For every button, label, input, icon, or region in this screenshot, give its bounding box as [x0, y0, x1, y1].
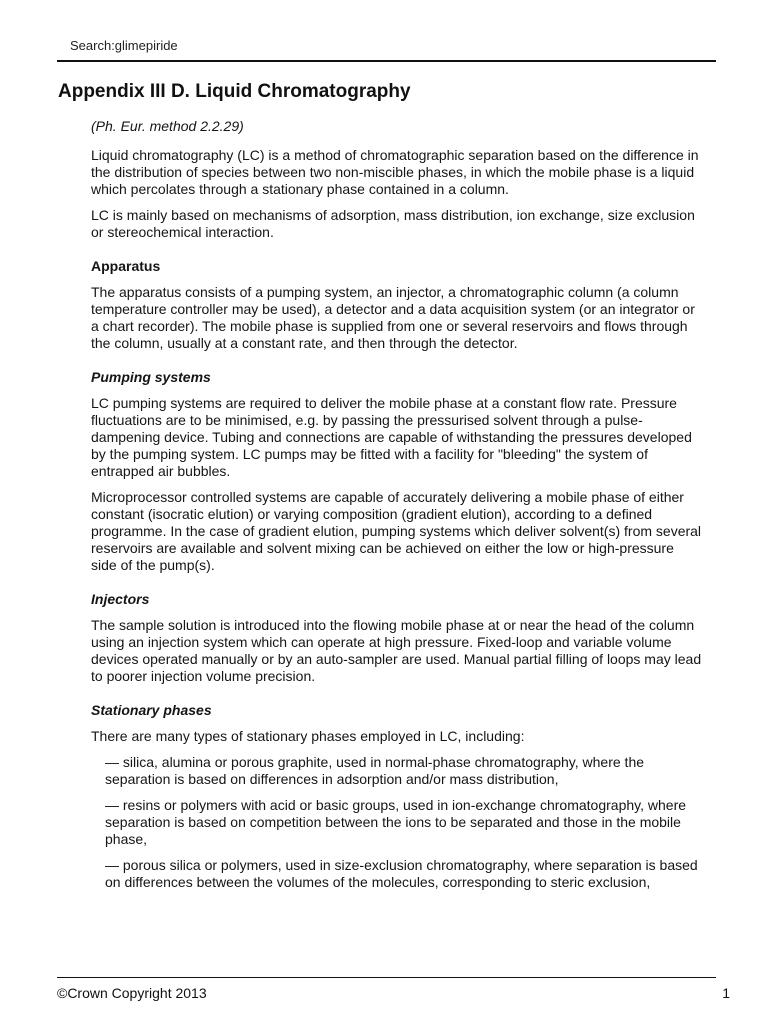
header-divider [57, 60, 716, 62]
document-body [91, 118, 703, 900]
stationary-phases-heading: Stationary phases [91, 702, 212, 718]
stationary-intro: There are many types of stationary phases employed in LC, including: [91, 728, 525, 744]
search-query-label: Search:glimepiride [70, 38, 178, 53]
pumping-paragraph-2: Microprocessor controlled systems are capable of accurately delivering a mobile phase of either constant (isocratic elution) or varying composition (gradient elution), according to a defined programme. In the case of gradient elution, pumping systems which deliver solvent(s) from several reservoirs are available and solvent mixing can be achieved on either the low or high-pressure side of the pump(s). [91, 489, 702, 573]
apparatus-heading: Apparatus [91, 258, 161, 274]
injectors-heading: Injectors [91, 591, 150, 607]
method-reference: (Ph. Eur. method 2.2.29) [91, 118, 244, 134]
page-number: 1 [722, 985, 730, 1001]
list-item: — silica, alumina or porous graphite, used in normal-phase chromatography, where the separation is based on differences in adsorption and/or mass distribution, [105, 754, 645, 787]
document-title: Appendix III D. Liquid Chromatography [58, 81, 411, 102]
copyright-notice: ©Crown Copyright 2013 [57, 985, 207, 1001]
pumping-systems-heading: Pumping systems [91, 369, 211, 385]
intro-paragraph-2: LC is mainly based on mechanisms of adsorption, mass distribution, ion exchange, size exclusion or stereochemical interaction. [91, 207, 695, 240]
injectors-paragraph: The sample solution is introduced into the flowing mobile phase at or near the head of the column using an injection system which can operate at high pressure. Fixed-loop and variable volume devices operated manually or by an auto-sampler are used. Manual partial filling of loops may lead to poorer injection volume precision. [91, 617, 702, 684]
list-item: — resins or polymers with acid or basic groups, used in ion-exchange chromatography, where separation is based on competition between the ions to be separated and those in the mobile phase, [105, 797, 687, 847]
pumping-paragraph-1: LC pumping systems are required to deliver the mobile phase at a constant flow rate. Pressure fluctuations are to be minimised, e.g. by passing the pressurised solvent through a pulse-dampening device. Tubing and connections are capable of withstanding the pressures developed by the pumping system. LC pumps may be fitted with a facility for "bleeding" the system of entrapped air bubbles. [91, 395, 692, 479]
intro-paragraph-1: Liquid chromatography (LC) is a method of chromatographic separation based on the difference in the distribution of species between two non-miscible phases, in which the mobile phase is a liquid which percolates through a stationary phase contained in a column. [91, 147, 699, 197]
footer-divider [57, 977, 716, 978]
apparatus-paragraph: The apparatus consists of a pumping system, an injector, a chromatographic column (a column temperature controller may be used), a detector and a data acquisition system (or an integrator or a chart recorder). The mobile phase is supplied from one or several reservoirs and flows through the column, usually at a constant rate, and then through the detector. [91, 284, 695, 351]
list-item: — porous silica or polymers, used in size-exclusion chromatography, where separation is based on differences between the volumes of the molecules, corresponding to steric exclusion, [105, 857, 698, 890]
